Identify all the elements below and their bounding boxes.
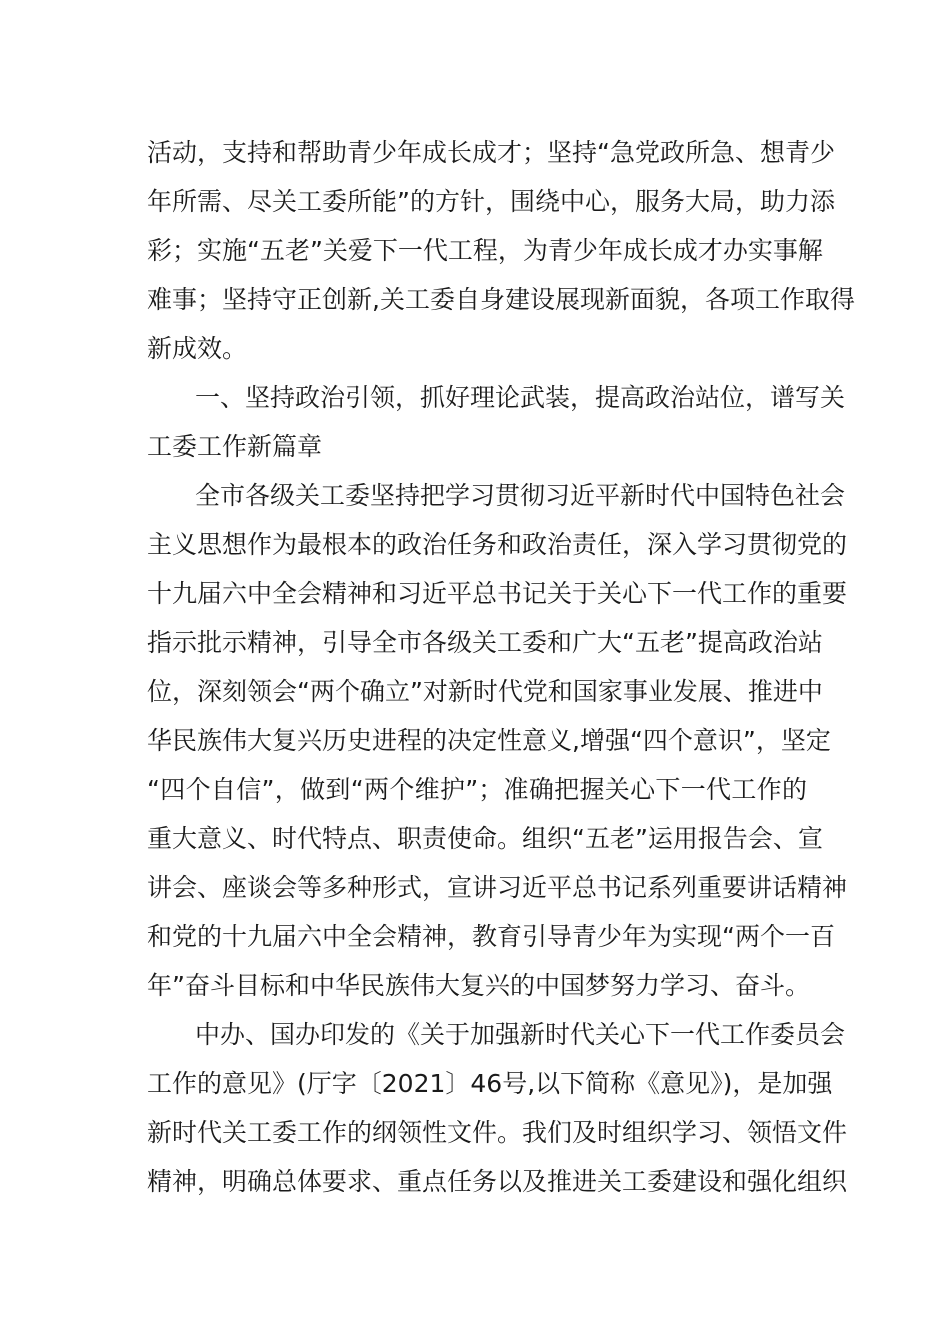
paragraph-2-line-3: 十九届六中全会精神和习近平总书记关于关心下一代工作的重要 xyxy=(147,579,848,608)
paragraph-3-line-1: 中办、国办印发的《关于加强新时代关心下一代工作委员会 xyxy=(195,1020,846,1049)
paragraph-2-line-1: 全市各级关工委坚持把学习贯彻习近平新时代中国特色社会 xyxy=(195,481,846,510)
paragraph-3-line-4: 精神，明确总体要求、重点任务以及推进关工委建设和强化组织 xyxy=(147,1167,848,1196)
paragraph-2-line-6: 华民族伟大复兴历史进程的决定性意义,增强“四个意识”，坚定 xyxy=(147,726,831,755)
paragraph-3-line-3: 新时代关工委工作的纲领性文件。我们及时组织学习、领悟文件 xyxy=(147,1118,848,1147)
section-heading-line-1: 一、坚持政治引领，抓好理论武装，提高政治站位，谱写关 xyxy=(195,383,846,412)
paragraph-2-line-2: 主义思想作为最根本的政治任务和政治责任，深入学习贯彻党的 xyxy=(147,530,848,559)
paragraph-1-line-4: 难事；坚持守正创新,关工委自身建设展现新面貌，各项工作取得 xyxy=(147,285,855,314)
paragraph-2-line-9: 讲会、座谈会等多种形式，宣讲习近平总书记系列重要讲话精神 xyxy=(147,873,848,902)
paragraph-1-line-1: 活动，支持和帮助青少年成长成才；坚持“急党政所急、想青少 xyxy=(147,138,835,167)
paragraph-2-line-5: 位，深刻领会“两个确立”对新时代党和国家事业发展、推进中 xyxy=(147,677,823,706)
paragraph-1-line-5: 新成效。 xyxy=(147,334,248,363)
paragraph-3-line-2: 工作的意见》(厅字〔2021〕46号,以下简称《意见》)，是加强 xyxy=(147,1069,833,1098)
paragraph-1-line-2: 年所需、尽关工委所能”的方针，围绕中心，服务大局，助力添 xyxy=(147,187,835,216)
paragraph-2-line-7: “四个自信”，做到“两个维护”；准确把握关心下一代工作的 xyxy=(147,775,807,804)
paragraph-2-line-10: 和党的十九届六中全会精神，教育引导青少年为实现“两个一百 xyxy=(147,922,835,951)
section-heading-line-2: 工委工作新篇章 xyxy=(147,432,323,461)
paragraph-2-line-8: 重大意义、时代特点、职责使命。组织“五老”运用报告会、宣 xyxy=(147,824,823,853)
paragraph-2-line-11: 年”奋斗目标和中华民族伟大复兴的中国梦努力学习、奋斗。 xyxy=(147,971,810,1000)
paragraph-1-line-3: 彩；实施“五老”关爱下一代工程，为青少年成长成才办实事解 xyxy=(147,236,823,265)
paragraph-2-line-4: 指示批示精神，引导全市各级关工委和广大“五老”提高政治站 xyxy=(147,628,823,657)
